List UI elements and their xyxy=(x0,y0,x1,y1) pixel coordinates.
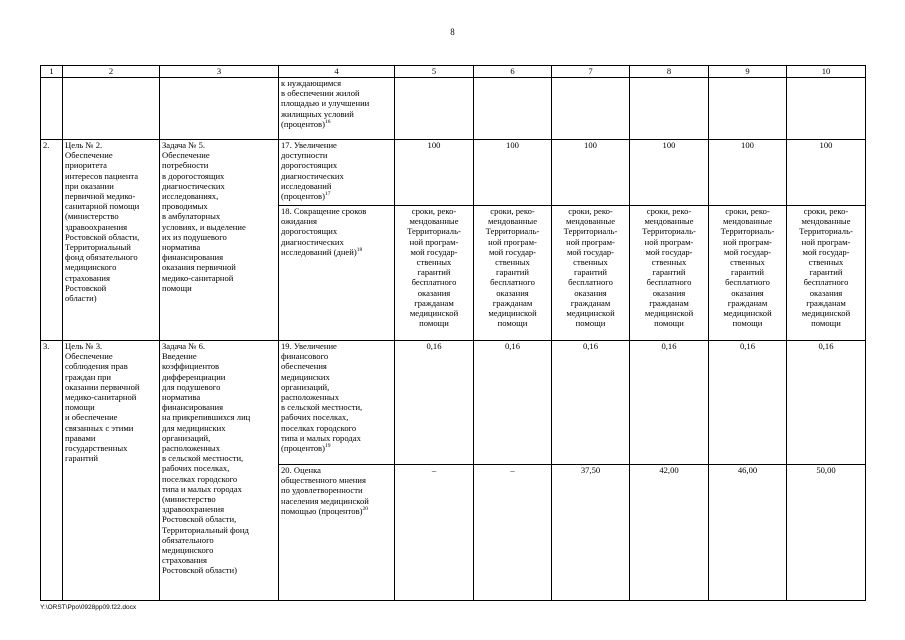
value-cell: 0,16 xyxy=(552,341,630,465)
value-cell: 0,16 xyxy=(395,341,474,465)
header-cell: 4 xyxy=(279,66,395,78)
value-cell: 0,16 xyxy=(787,341,866,465)
value-cell: 100 xyxy=(630,140,709,206)
value-cell: сроки, реко- мендованные Территориаль- ной програм- мой государ- ственных гарантий бесплатного оказания гражданам медицинской помощи xyxy=(474,206,552,341)
page-number: 8 xyxy=(450,27,455,37)
task-cell: Задача № 6. Введение коэффициентов дифференциации для подушевого норматива финансирования на прикрепившихся лиц для медицинских организаций, расположенных в сельской местности, рабочих поселках, поселках городского типа и малых городах (министерство здравоохранения Ростовской области, Территориальный фонд обязательного медицинского страхования Ростовской области) xyxy=(160,341,279,601)
value-cell: 0,16 xyxy=(474,341,552,465)
value-cell: 100 xyxy=(474,140,552,206)
value-cell: – xyxy=(395,465,474,601)
value-cell: 42,00 xyxy=(630,465,709,601)
header-row xyxy=(41,66,866,78)
indicator-cell: 19. Увеличение финансового обеспечения медицинских организаций, расположенных в сельской местности, рабочих поселках, поселках городского типа и малых городах (процентов)$^{19}$ xyxy=(279,341,395,465)
value-cell: 0,16 xyxy=(709,341,787,465)
header-cell: 6 xyxy=(474,66,552,78)
header-cell: 2 xyxy=(63,66,160,78)
value-cell: сроки, реко- мендованные Территориаль- ной програм- мой государ- ственных гарантий бесплатного оказания гражданам медицинской помощи xyxy=(709,206,787,341)
indicator-cell: 17. Увеличение доступности дорогостоящих диагностических исследований (процентов)$^{17}$ xyxy=(279,140,395,206)
row-number: 2. xyxy=(41,140,63,341)
value-cell: 50,00 xyxy=(787,465,866,601)
value-cell: 100 xyxy=(395,140,474,206)
value-cell: 100 xyxy=(709,140,787,206)
header-cell: 3 xyxy=(160,66,279,78)
file-path-footer: Y:\ORST\Ppo\0928pp09.f22.docx xyxy=(40,604,137,611)
value-cell: сроки, реко- мендованные Территориаль- ной програм- мой государ- ственных гарантий бесплатного оказания гражданам медицинской помощи xyxy=(787,206,866,341)
header-cell: 10 xyxy=(787,66,866,78)
value-cell: – xyxy=(474,465,552,601)
value-cell: сроки, реко- мендованные Территориаль- ной програм- мой государ- ственных гарантий бесплатного оказания гражданам медицинской помощи xyxy=(630,206,709,341)
value-cell: 100 xyxy=(787,140,866,206)
value-cell: сроки, реко- мендованные Территориаль- ной програм- мой государ- ственных гарантий бесплатного оказания гражданам медицинской помощи xyxy=(395,206,474,341)
table-row xyxy=(41,78,866,140)
header-cell: 9 xyxy=(709,66,787,78)
header-cell: 7 xyxy=(552,66,630,78)
value-cell: 100 xyxy=(552,140,630,206)
indicators-table xyxy=(40,65,866,601)
value-cell: 46,00 xyxy=(709,465,787,601)
goal-cell: Цель № 2. Обеспечение приоритета интересов пациента при оказании первичной медико- санитарной помощи (министерство здравоохранения Ростовской области, Территориальный фонд обязательного медицинского страхования Ростовской области) xyxy=(63,140,160,341)
goal-cell: Цель № 3. Обеспечение соблюдения прав граждан при оказании первичной медико-санитарной помощи и обеспечение связанных с этими правами государственных гарантий xyxy=(63,341,160,601)
table-row xyxy=(41,140,866,206)
value-cell: 37,50 xyxy=(552,465,630,601)
header-cell: 8 xyxy=(630,66,709,78)
table-row xyxy=(41,341,866,465)
indicator-cell: 20. Оценка общественного мнения по удовлетворенности населения медицинской помощью (процентов)$^{20}$ xyxy=(279,465,395,601)
header-cell: 5 xyxy=(395,66,474,78)
indicator-cell: 18. Сокращение сроков ожидания дорогостоящих диагностических исследований (дней)$^{18}$ xyxy=(279,206,395,341)
indicator-cell: к нуждающимся в обеспечении жилой площадью и улучшении жилищных условий (процентов)$^{16}$ xyxy=(279,78,395,140)
task-cell: Задача № 5. Обеспечение потребности в дорогостоящих диагностических исследованиях, проводимых в амбулаторных условиях, и выделение их из подушевого норматива финансирования оказания первичной медико-санитарной помощи xyxy=(160,140,279,341)
row-number: 3. xyxy=(41,341,63,601)
value-cell: 0,16 xyxy=(630,341,709,465)
value-cell: сроки, реко- мендованные Территориаль- ной програм- мой государ- ственных гарантий бесплатного оказания гражданам медицинской помощи xyxy=(552,206,630,341)
header-cell: 1 xyxy=(41,66,63,78)
